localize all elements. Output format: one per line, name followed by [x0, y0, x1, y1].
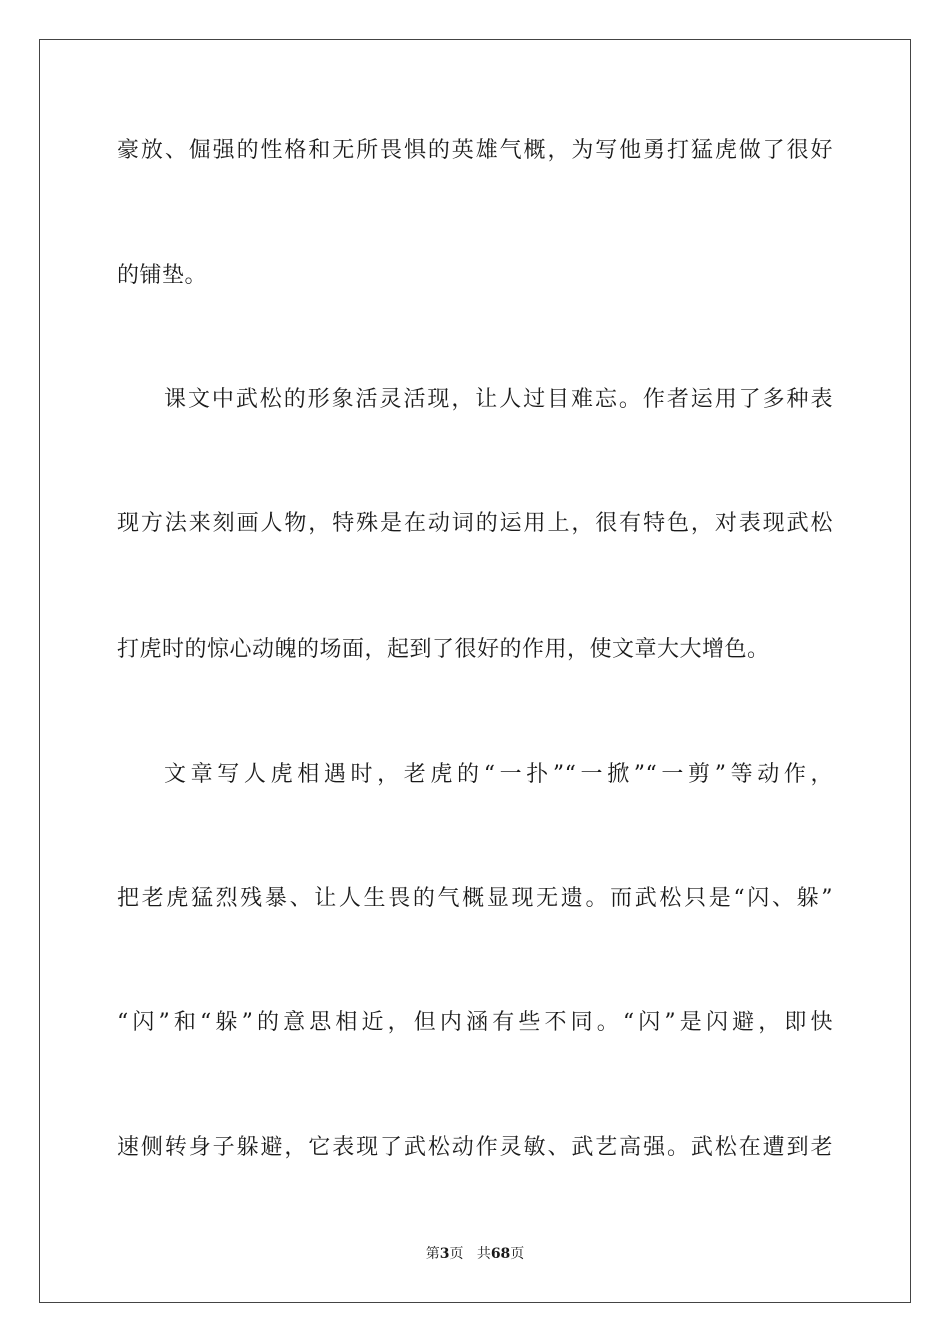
page-border — [39, 39, 911, 1303]
page-prefix: 第 — [425, 1246, 440, 1262]
total-prefix: 共 — [476, 1246, 491, 1262]
total-pages: 68 — [490, 1246, 511, 1262]
text-line-3: 课文中武松的形象活灵活现，让人过目难忘。作者运用了多种表 — [164, 387, 833, 412]
text-line-9: 速侧转身子躲避，它表现了武松动作灵敏、武艺高强。武松在遭到老 — [117, 1135, 833, 1160]
text-line-7: 把老虎猛烈残暴、让人生畏的气概显现无遗。而武松只是“闪、躲” — [117, 886, 833, 911]
page-suffix: 页 — [449, 1246, 464, 1262]
text-line-1: 豪放、倔强的性格和无所畏惧的英雄气概，为写他勇打猛虎做了很好 — [117, 138, 833, 163]
text-line-6: 文章写人虎相遇时，老虎的“一扑”“一掀”“一剪”等动作， — [164, 762, 833, 787]
page-footer — [0, 1244, 950, 1264]
text-line-5: 打虎时的惊心动魄的场面，起到了很好的作用，使文章大大增色。 — [117, 637, 770, 662]
page-number: 3 — [439, 1246, 450, 1262]
total-suffix: 页 — [510, 1246, 525, 1262]
text-line-4: 现方法来刻画人物，特殊是在动词的运用上，很有特色，对表现武松 — [117, 511, 833, 536]
text-line-2: 的铺垫。 — [117, 263, 208, 288]
text-line-8: “闪”和“躲”的意思相近，但内涵有些不同。“闪”是闪避，即快 — [117, 1010, 833, 1035]
